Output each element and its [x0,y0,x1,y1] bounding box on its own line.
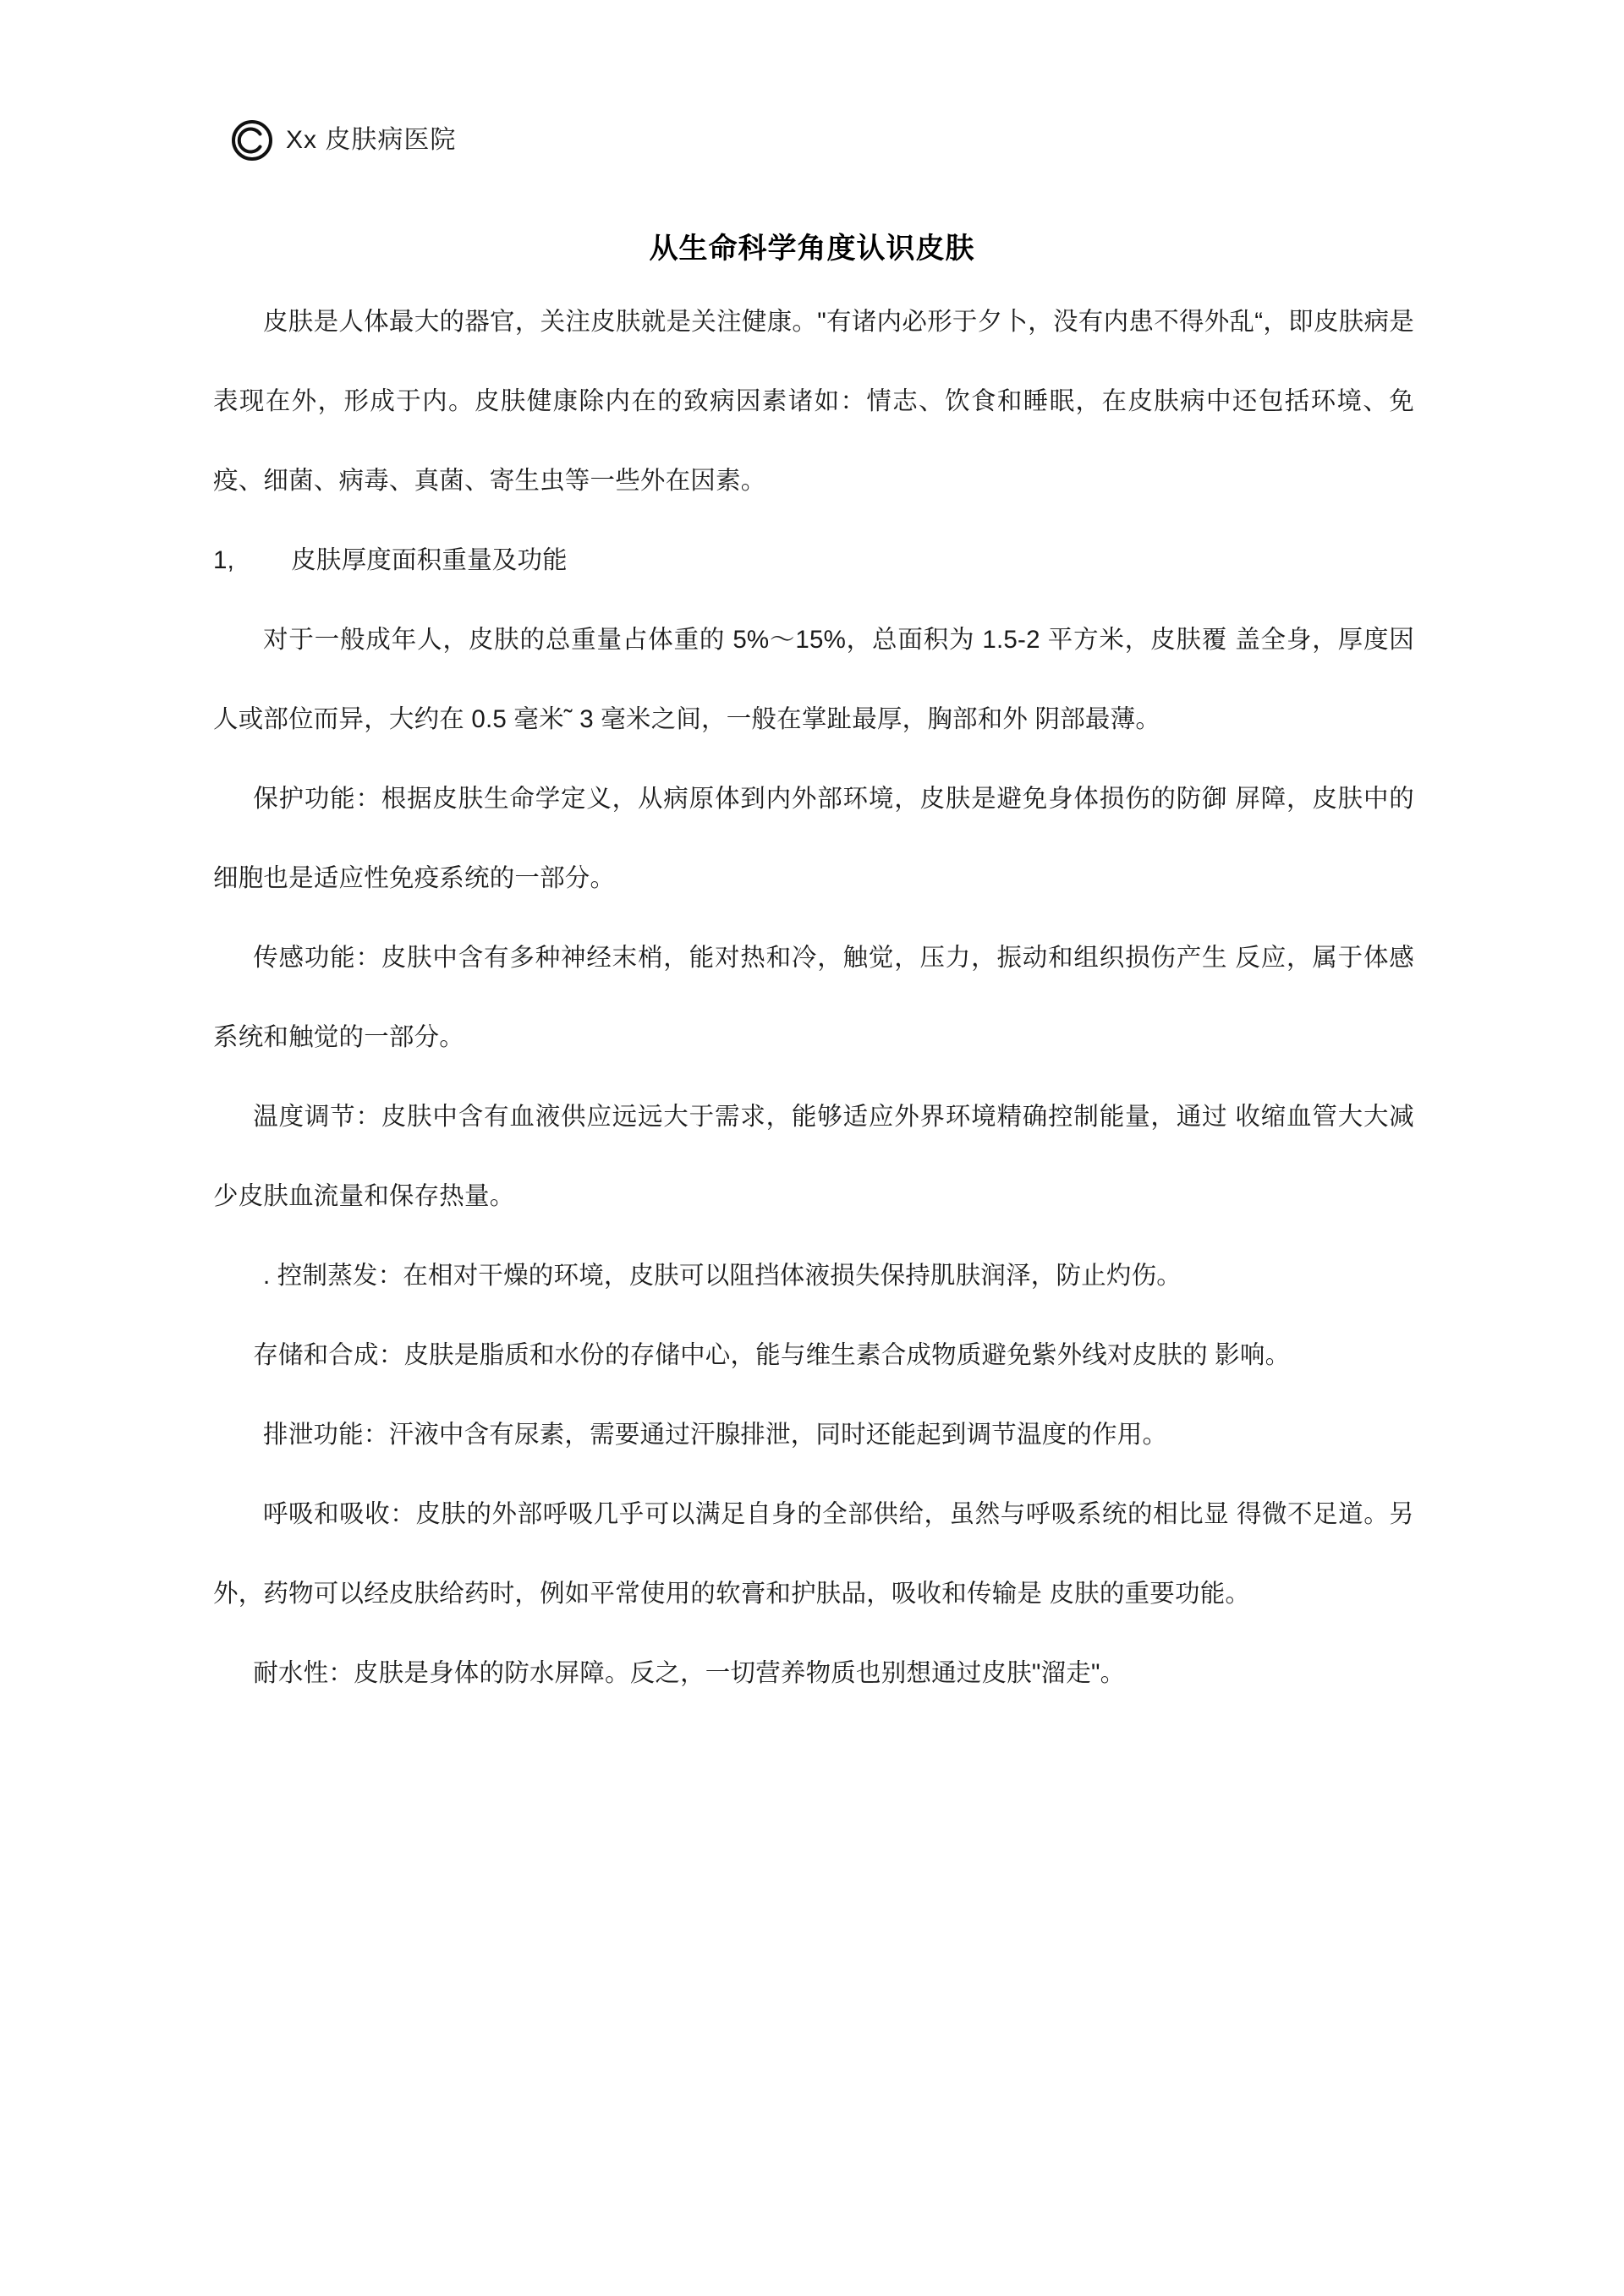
paragraph-water-resistance: 耐水性：皮肤是身体的防水屏障。反之，一切营养物质也别想通过皮肤"溜走"。 [253,1659,1126,1687]
paragraph-thermoregulation: 温度调节：皮肤中含有血液供应远远大于需求，能够适应外界环境精确控制能量，通过 收缩血管大大减少皮肤血流量和保存热量。 [213,1103,1414,1210]
paragraph-storage-synthesis: 存储和合成：皮肤是脂质和水份的存储中心，能与维生素合成物质避免紫外线对皮肤的 影响。 [253,1341,1291,1369]
paragraph-intro: 皮肤是人体最大的器官，关注皮肤就是关注健康。"有诸内必形于夕卜，没有内患不得外乱“，即皮肤病是表现在外，形成于内。皮肤健康除内在的致病因素诸如：情志、饮食和睡眠，在皮肤病中还包括环境、免疫、细菌、病毒、真菌、寄生虫等一些外在因素。 [213,308,1414,495]
page-title: 从生命科学角度认识皮肤 [649,232,975,265]
document-header [230,118,456,162]
paragraph-protective-function: 保护功能：根据皮肤生命学定义，从病原体到内外部环境，皮肤是避免身体损伤的防御 屏障，皮肤中的细胞也是适应性免疫系统的一部分。 [213,785,1414,892]
copyright-c-icon [230,118,274,162]
paragraph-respiration-absorption: 呼吸和吸收：皮肤的外部呼吸几乎可以满足自身的全部供给，虽然与呼吸系统的相比显 得微不足道。另外，药物可以经皮肤给药时，例如平常使用的软膏和护肤品，吸收和传输是 皮肤的重要功能。 [213,1500,1414,1608]
hospital-brand-name: Xx 皮肤病医院 [286,126,457,154]
document-body [213,282,1414,1713]
paragraph-sensory-function: 传感功能：皮肤中含有多种神经末梢，能对热和冷，触觉，压力，振动和组织损伤产生 反应，属于体感系统和触觉的一部分。 [213,944,1414,1051]
section-heading-1: 1, 皮肤厚度面积重量及功能 [213,546,568,574]
paragraph-evaporation-control: . 控制蒸发：在相对干燥的环境，皮肤可以阻挡体液损失保持肌肤润泽，防止灼伤。 [263,1262,1182,1290]
paragraph-area-weight: 对于一般成年人，皮肤的总重量占体重的 5%～15%，总面积为 1.5-2 平方米，皮肤覆 盖全身，厚度因人或部位而异，大约在 0.5 毫米˜ 3 毫米之间，一般在掌趾最厚，胸部和外 阴部最薄。 [213,626,1414,733]
paragraph-excretion-function: 排泄功能：汗液中含有尿素，需要通过汗腺排泄，同时还能起到调节温度的作用。 [263,1421,1168,1449]
